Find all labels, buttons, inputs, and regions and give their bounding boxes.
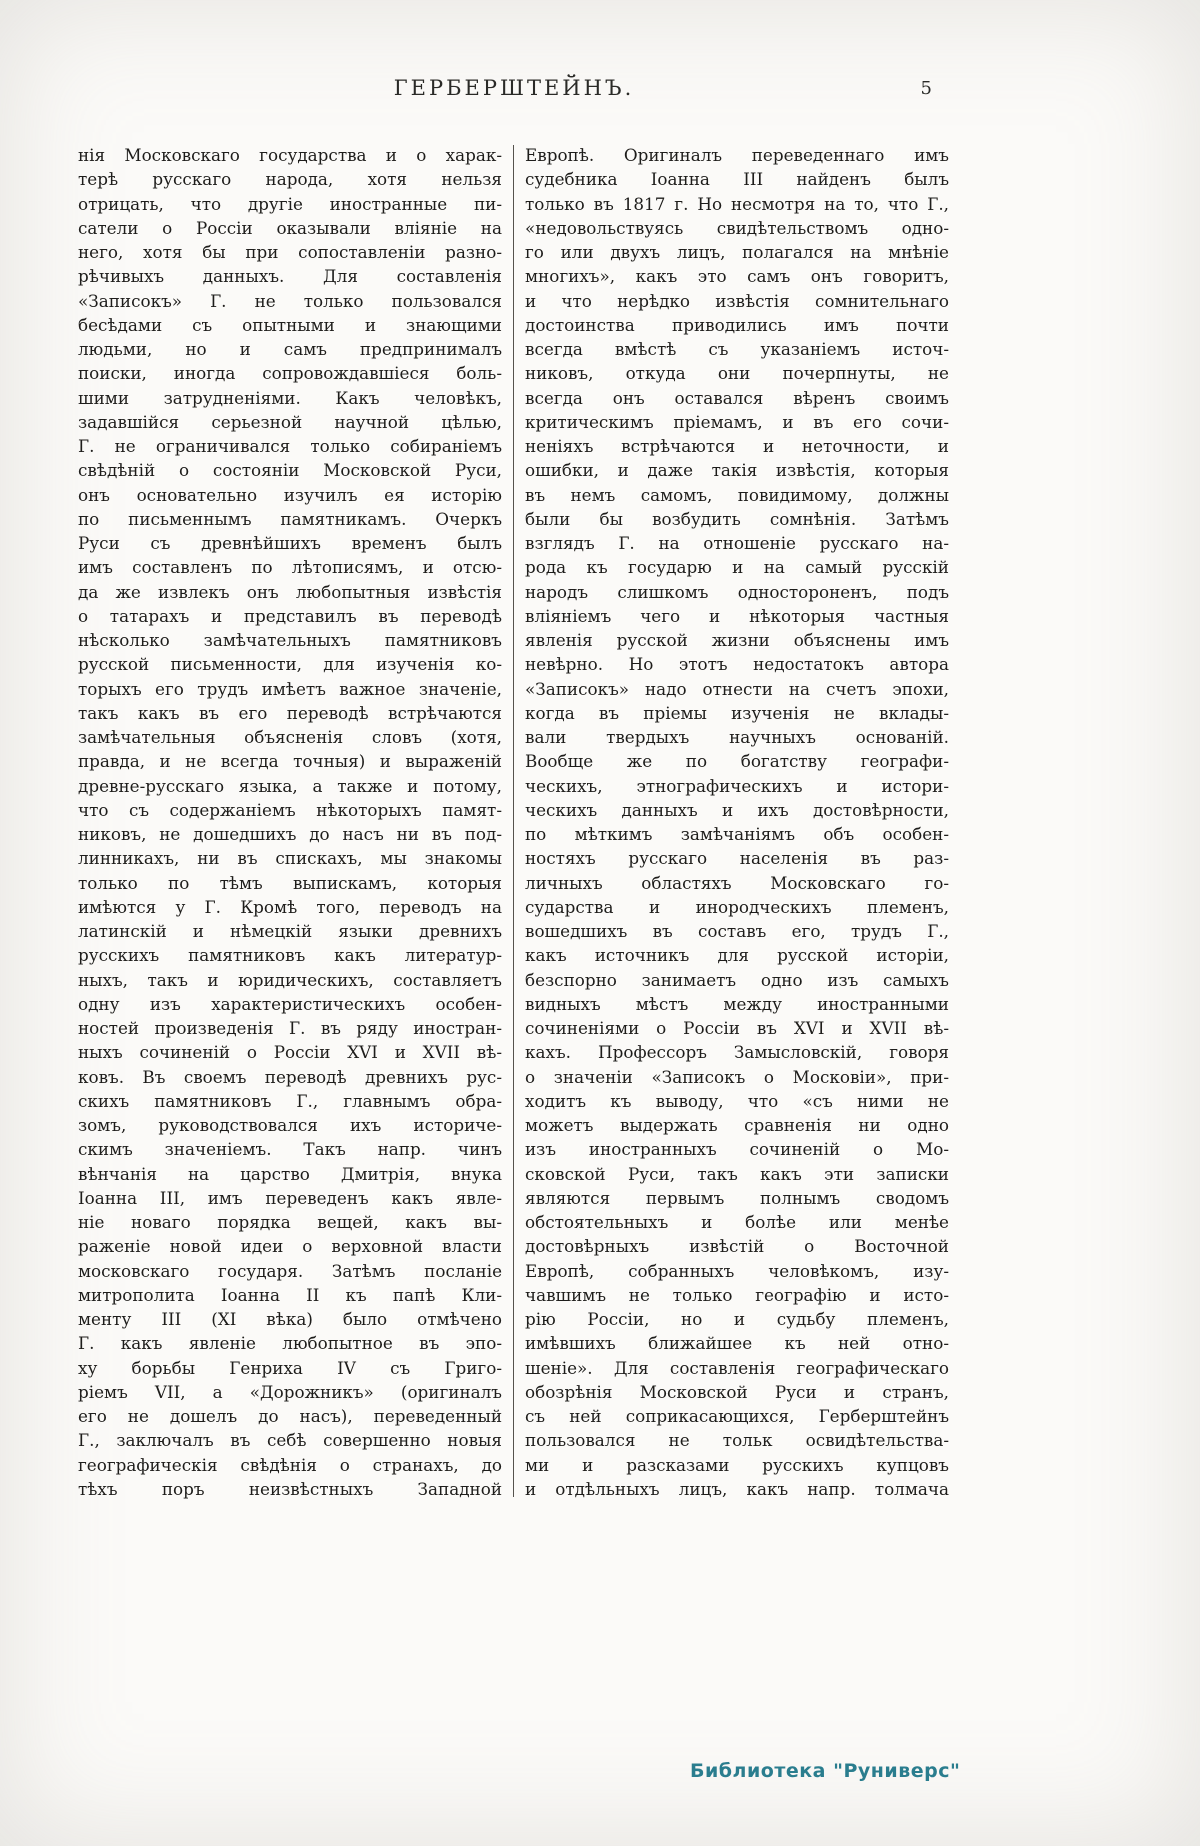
text-line: Руси съ древнѣйшихъ временъ былъ	[78, 533, 502, 553]
text-line: Іоанна III, имъ переведенъ какъ явле-	[78, 1187, 502, 1208]
text-line: одну изъ характеристическихъ особен-	[78, 993, 502, 1014]
text-line: о татарахъ и представилъ въ переводѣ	[78, 605, 502, 626]
text-line: задавшійся серьезной научной цѣлью,	[78, 411, 502, 432]
text-line: людьми, но и самъ предпринималъ	[78, 339, 502, 359]
text-line: чавшимъ не только географію и исто-	[525, 1284, 949, 1305]
text-line: Г., заключалъ въ себѣ совершенно новыя	[78, 1430, 502, 1451]
text-line: о значеніи «Записокъ о Московіи», при-	[525, 1066, 949, 1087]
text-line: съ ней соприкасающихся, Герберштейнъ	[525, 1406, 949, 1426]
text-line: ми и разсказами русскихъ купцовъ	[525, 1454, 949, 1475]
text-line: него, хотя бы при сопоставленіи разно-	[78, 242, 502, 262]
text-line: Европѣ, собранныхъ человѣкомъ, изу-	[525, 1260, 949, 1281]
text-line: по мѣткимъ замѣчаніямъ объ особен-	[525, 824, 949, 844]
text-line: торыхъ его трудъ имѣетъ важное значеніе,	[78, 678, 502, 699]
text-column-right	[525, 143, 949, 1501]
text-line: Европѣ. Оригиналъ переведеннаго имъ	[525, 145, 949, 165]
library-watermark: Библиотека "Руниверс"	[690, 1760, 961, 1782]
text-line: его не дошелъ до насъ), переведенный	[78, 1406, 502, 1426]
text-columns	[78, 143, 950, 1501]
text-line: ческихъ данныхъ и ихъ достовѣрности,	[525, 799, 949, 820]
text-line: что съ содержаніемъ нѣкоторыхъ памят-	[78, 799, 502, 820]
text-line: Г. не ограничивался только собираніемъ	[78, 436, 502, 456]
text-line: имѣвшихъ ближайшее къ ней отно-	[525, 1333, 949, 1354]
text-line: рода къ государю и на самый русскій	[525, 557, 949, 578]
text-line: никовъ, не дошедшихъ до насъ ни въ под-	[78, 824, 502, 844]
text-line: шими затрудненіями. Какъ человѣкъ,	[78, 387, 502, 408]
text-line: менту III (XI вѣка) было отмѣчено	[78, 1309, 502, 1329]
text-line: достоинства приводились имъ почти	[525, 314, 949, 335]
text-line: ностяхъ русскаго населенія въ раз-	[525, 848, 949, 869]
text-line: русской письменности, для изученія ко-	[78, 654, 502, 675]
text-line: имъ составленъ по лѣтописямъ, и отсю-	[78, 557, 502, 578]
text-line: вліяніемъ чего и нѣкоторыя частныя	[525, 605, 949, 626]
text-line: по письменнымъ памятникамъ. Очеркъ	[78, 508, 502, 529]
text-line: вѣнчанія на царство Дмитрія, внука	[78, 1163, 502, 1184]
text-line: шеніе». Для составленія географическаго	[525, 1357, 949, 1378]
text-line: рѣчивыхъ данныхъ. Для составленія	[78, 266, 502, 287]
text-line: скимъ значеніемъ. Такъ напр. чинъ	[78, 1139, 502, 1160]
text-line: зомъ, руководствовался ихъ историче-	[78, 1115, 502, 1135]
text-line: ческихъ, этнографическихъ и истори-	[525, 775, 949, 796]
text-line: сатели о Россіи оказывали вліяніе на	[78, 217, 502, 238]
text-column-left	[78, 143, 502, 1501]
text-line: достовѣрныхъ извѣстій о Восточной	[525, 1236, 949, 1257]
text-line: свѣдѣній о состояніи Московской Руси,	[78, 460, 502, 481]
page-header	[78, 76, 950, 106]
text-line: правда, и не всегда точныя) и выраженій	[78, 751, 502, 772]
text-line: только по тѣмъ выпискамъ, которыя	[78, 872, 502, 893]
text-line: являются первымъ полнымъ сводомъ	[525, 1187, 949, 1208]
text-line: пользовался не тольк освидѣтельства-	[525, 1430, 949, 1451]
text-line: «Записокъ» Г. не только пользовался	[78, 290, 502, 311]
text-line: ныхъ, такъ и юридическихъ, составляетъ	[78, 969, 502, 990]
text-line: ху борьбы Генриха IV съ Григо-	[78, 1357, 502, 1378]
text-line: всегда вмѣстѣ съ указаніемъ источ-	[525, 339, 949, 359]
text-line: сочиненіями о Россіи въ XVI и XVII вѣ-	[525, 1018, 949, 1038]
column-divider	[513, 145, 514, 1497]
text-line: ріемъ VII, а «Дорожникъ» (оригиналъ	[78, 1381, 502, 1402]
text-line: и отдѣльныхъ лицъ, какъ напр. толмача	[525, 1478, 949, 1499]
page-header-title: ГЕРБЕРШТЕЙНЪ.	[393, 76, 635, 100]
text-line: когда въ пріемы изученія не вклады-	[525, 702, 949, 723]
text-line: судебника Іоанна III найденъ былъ	[525, 169, 949, 190]
text-line: ковъ. Въ своемъ переводѣ древнихъ рус-	[78, 1066, 502, 1087]
text-line: русскихъ памятниковъ какъ литератур-	[78, 945, 502, 966]
text-line: «Записокъ» надо отнести на счетъ эпохи,	[525, 678, 949, 699]
page-number: 5	[920, 78, 932, 99]
text-line: поиски, иногда сопровождавшіеся боль-	[78, 363, 502, 384]
text-line: ніе новаго порядка вещей, какъ вы-	[78, 1212, 502, 1232]
text-line: изъ иностранныхъ сочиненій о Мо-	[525, 1139, 949, 1160]
text-line: ходитъ къ выводу, что «съ ними не	[525, 1090, 949, 1111]
text-line: критическимъ пріемамъ, и въ его сочи-	[525, 411, 949, 432]
text-line: Г. какъ явленіе любопытное въ эпо-	[78, 1333, 502, 1354]
text-line: ностей произведенія Г. въ ряду иностран-	[78, 1018, 502, 1038]
text-line: явленія русской жизни объяснены имъ	[525, 630, 949, 650]
text-line: можетъ выдержать сравненія ни одно	[525, 1115, 949, 1135]
text-line: ошибки, и даже такія извѣстія, которыя	[525, 460, 949, 481]
text-line: замѣчательныя объясненія словъ (хотя,	[78, 727, 502, 747]
text-line: скихъ памятниковъ Г., главнымъ обра-	[78, 1090, 502, 1111]
text-line: взглядъ Г. на отношеніе русскаго на-	[525, 533, 949, 553]
text-line: и что нерѣдко извѣстія сомнительнаго	[525, 290, 949, 311]
text-line: онъ основательно изучилъ ея исторію	[78, 484, 502, 505]
text-line: такъ какъ въ его переводѣ встрѣчаются	[78, 702, 502, 723]
text-line: раженіе новой идеи о верховной власти	[78, 1236, 502, 1257]
text-line: сударства и инородческихъ племенъ,	[525, 896, 949, 917]
text-line: вошедшихъ въ составъ его, трудъ Г.,	[525, 921, 949, 941]
text-line: древне-русскаго языка, а также и потому,	[78, 775, 502, 796]
text-line: тѣхъ поръ неизвѣстныхъ Западной	[78, 1478, 502, 1499]
text-line: рію Россіи, но и судьбу племенъ,	[525, 1309, 949, 1329]
text-line: го или двухъ лицъ, полагался на мнѣніе	[525, 242, 949, 262]
text-line: митрополита Іоанна II къ папѣ Кли-	[78, 1284, 502, 1305]
text-line: обстоятельныхъ и болѣе или менѣе	[525, 1212, 949, 1232]
text-line: были бы возбудить сомнѣнія. Затѣмъ	[525, 508, 949, 529]
text-line: московскаго государя. Затѣмъ посланіе	[78, 1260, 502, 1281]
text-line: неніяхъ встрѣчаются и неточности, и	[525, 436, 949, 456]
text-line: «недовольствуясь свидѣтельствомъ одно-	[525, 217, 949, 238]
text-line: всегда онъ оставался вѣренъ своимъ	[525, 387, 949, 408]
text-line: какъ источникъ для русской исторіи,	[525, 945, 949, 966]
text-line: народъ слишкомъ одностороненъ, подъ	[525, 581, 949, 602]
text-line: да же извлекъ онъ любопытныя извѣстія	[78, 581, 502, 602]
text-line: въ немъ самомъ, повидимому, должны	[525, 484, 949, 505]
text-line: только въ 1817 г. Но несмотря на то, что Г.,	[525, 193, 949, 214]
text-line: линникахъ, ни въ спискахъ, мы знакомы	[78, 848, 502, 869]
text-line: отрицать, что другіе иностранные пи-	[78, 193, 502, 214]
text-line: многихъ», какъ это самъ онъ говоритъ,	[525, 266, 949, 287]
text-line: терѣ русскаго народа, хотя нельзя	[78, 169, 502, 190]
text-line: географическія свѣдѣнія о странахъ, до	[78, 1454, 502, 1475]
text-line: бесѣдами съ опытными и знающими	[78, 314, 502, 335]
text-line: невѣрно. Но этотъ недостатокъ автора	[525, 654, 949, 675]
text-line: видныхъ мѣстъ между иностранными	[525, 993, 949, 1014]
text-line: вали твердыхъ научныхъ основаній.	[525, 727, 949, 747]
text-line: имѣются у Г. Кромѣ того, переводъ на	[78, 896, 502, 917]
text-line: кахъ. Профессоръ Замысловскій, говоря	[525, 1042, 949, 1063]
text-line: нія Московскаго государства и о харак-	[78, 145, 502, 165]
text-line: личныхъ областяхъ Московскаго го-	[525, 872, 949, 893]
text-line: безспорно занимаетъ одно изъ самыхъ	[525, 969, 949, 990]
text-line: сковской Руси, такъ какъ эти записки	[525, 1163, 949, 1184]
text-line: никовъ, откуда они почерпнуты, не	[525, 363, 949, 384]
text-line: нѣсколько замѣчательныхъ памятниковъ	[78, 630, 502, 650]
text-line: Вообще же по богатству географи-	[525, 751, 949, 772]
text-line: ныхъ сочиненій о Россіи XVI и XVII вѣ-	[78, 1042, 502, 1063]
text-line: латинскій и нѣмецкій языки древнихъ	[78, 921, 502, 941]
text-line: обозрѣнія Московской Руси и странъ,	[525, 1381, 949, 1402]
